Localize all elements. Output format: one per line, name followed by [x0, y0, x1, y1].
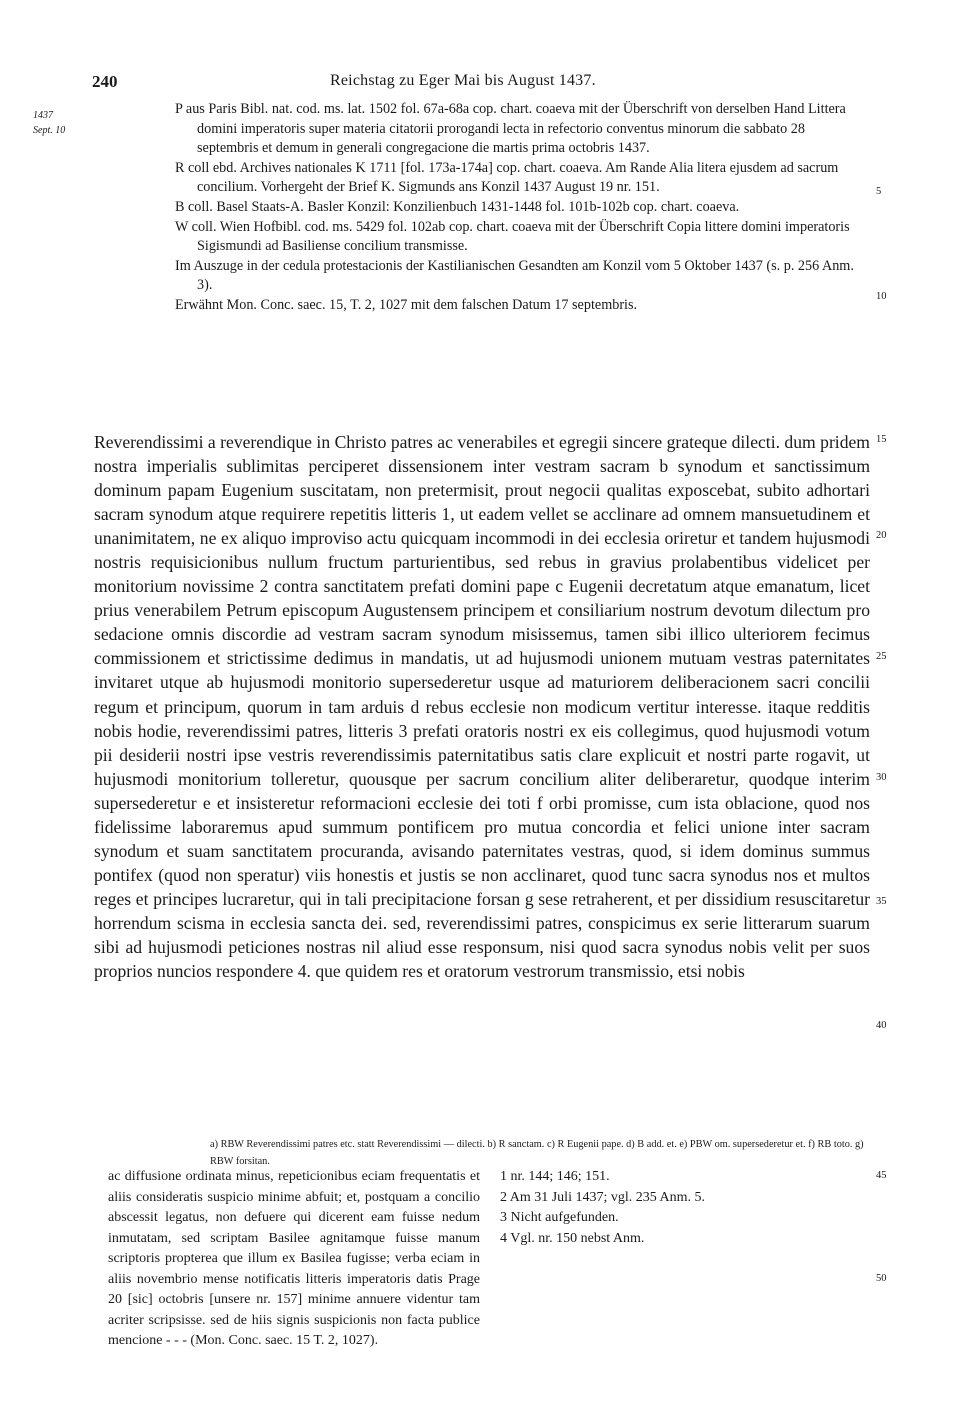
margin-date	[33, 108, 65, 138]
line-number: 35	[876, 896, 887, 907]
line-number: 20	[876, 530, 887, 541]
line-number: 10	[876, 291, 887, 302]
footnote-2: 2 Am 31 Juli 1437; vgl. 235 Anm. 5.	[500, 1189, 705, 1205]
page-number: 240	[92, 72, 118, 91]
line-number: 50	[876, 1273, 887, 1284]
source-entry-b: B coll. Basel Staats-A. Basler Konzil: Konzilienbuch 1431-1448 fol. 101b-102b cop. chart. coaeva.	[175, 198, 740, 215]
footnote-1: 1 nr. 144; 146; 151.	[500, 1169, 610, 1184]
letter-body: Reverendissimi a reverendique in Christo patres ac venerabiles et egregii sincere grateque dilecti. dum pridem nostra imperialis sublimitas perciperet dissensionem inter vestram sacram b synodum et sanctissimum dominum papam Eugenium suscitatam, non pretermisit, prout negocii qualitas exposcebat, subito adhortari sacram synodum atque requirere repetitis litteris 1, ut eadem vellet se acclinare ad omnem mansuetudinem et unanimitatem, ne ex aliquo improviso actu quicquam incommodi in dei ecclesia oriretur et tandem hujusmodi nostris requisicionibus nullum fructum parturientibus, sed rebus in gravius prolabentibus videlicet per monitorium novissime 2 contra sanctitatem prefati domini pape c Eugenii decretatum atque emanatum, licet prius venerabilem Petrum episcopum Augustensem principem et consiliarium nostrum devotum dilectum pro sedacione omnis discordie ad vestram sacram synodum misissemus, tamen sibi illico ulteriorem fecimus commissionem et strictissime dedimus in mandatis, ut ad hujusmodi unionem mutuam vestras paternitates invitaret utque ab hujusmodi monitorio supersederetur usque ad maturiorem deliberacionem sacri concilii regum et principum, quorum in tam arduis d rebus ecclesie non modicum vertitur interesse. itaque redditis nobis hodie, reverendissimi patres, litteris 3 prefati oratoris nostri ex eis collegimus, quod hujusmodi votum pii desiderii nostri ipse vestris reverendissimis paternitatibus satis clare explicuit et nostri parte rogavit, ut hujusmodi monitorium tolleretur, quousque per sacrum concilium aliter deliberaretur, quodque interim supersederetur e et insisteretur reformacioni ecclesie dei toti f orbi promisse, cum ista oblacione, quod nos fidelissime laboraremus apud summum pontificem pro mutua concordia et felici unione inter sacram synodum et suam sanctitatem procuranda, avisando paternitates vestras, quod, si idem dominus summus pontifex (quod non speratur) viis honestis et justis se non acclinaret, quod tunc sacra synodus nos et multos reges et principes lucraretur, qui in tali precipitacione forsan g sese retraherent, et per dissidium resuscitaretur horrendum scisma in ecclesia sancta dei. sed, reverendissimi patres, conspicimus ex serie litterarum suarum sibi ad hujusmodi peticiones nostras nil aliud esse responsum, nisi quod sacra synodus nobis velit per suos proprios nuncios respondere 4. que quidem res et oratorum vestrorum transmissio, etsi nobis	[94, 432, 870, 982]
source-entry-excerpt: Im Auszuge in der cedula protestacionis der Kastilianischen Gesandten am Konzil vom 5 Oktober 1437 (s. p. 256 Anm. 3).	[175, 257, 854, 294]
source-entry-r: R coll ebd. Archives nationales K 1711 [fol. 173a-174a] cop. chart. coaeva. Am Rande Alia litera ejusdem ad sacrum concilium. Vorhergeht der Brief K. Sigmunds ans Konzil 1437 August 19 nr. 151.	[175, 159, 839, 196]
source-entry-p: P aus Paris Bibl. nat. cod. ms. lat. 1502 fol. 67a-68a cop. chart. coaeva mit der Überschrift von derselben Hand Littera domini imperatoris super materia citatorii prorogandi lecta in refectorio conventus minorum die sabbato 28 septembris et demum in generali congregacione die martis prima octobris 1437.	[175, 101, 846, 157]
footnote-3: 3 Nicht aufgefunden.	[500, 1210, 619, 1225]
line-number: 45	[876, 1170, 887, 1181]
source-apparatus	[175, 100, 865, 316]
source-entry-w: W coll. Wien Hofbibl. cod. ms. 5429 fol. 102ab cop. chart. coaeva mit der Überschrift Copia littere domini imperatoris Sigismundi ad Basiliense concilium transmisse.	[175, 218, 850, 255]
footnote-continuation: ac diffusione ordinata minus, repeticionibus eciam frequentatis et aliis consideratis suspicio minime abfuit; et, postquam a concilio abscessit legatus, non defuere qui dicerent eam fuisse nedum inmutatam, sed scriptam Basilee agnitamque fuisse manum scriptoris propterea que illum ex Basilea fugisse; verba eciam in aliis novembrio mense notificatis litteris imperatoris datis Prage 20 [sic] octobris [unsere nr. 157] minime annuere videntur tam acriter scripsisse. sed de hiis signis suspicionis non facta publice mencione - - - (Mon. Conc. saec. 15 T. 2, 1027).	[108, 1169, 480, 1348]
margin-date-month-day: Sept. 10	[33, 125, 66, 136]
numbered-footnotes	[500, 1167, 872, 1249]
line-number: 40	[876, 1020, 887, 1031]
line-number: 25	[876, 651, 887, 662]
footnote-4: 4 Vgl. nr. 150 nebst Anm.	[500, 1230, 645, 1246]
line-number: 30	[876, 772, 887, 783]
running-title: Reichstag zu Eger Mai bis August 1437.	[330, 72, 596, 89]
line-number: 15	[876, 434, 887, 445]
margin-date-year: 1437	[33, 110, 53, 121]
line-number: 5	[876, 186, 882, 197]
source-entry-mention: Erwähnt Mon. Conc. saec. 15, T. 2, 1027 mit dem falschen Datum 17 septembris.	[175, 296, 638, 313]
variant-notes: a) RBW Reverendissimi patres etc. statt Reverendissimi — dilecti. b) R sanctam. c) R Eugenii pape. d) B add. et. e) PBW om. supersederetur et. f) RB toto. g) RBW forsitan.	[210, 1139, 864, 1167]
